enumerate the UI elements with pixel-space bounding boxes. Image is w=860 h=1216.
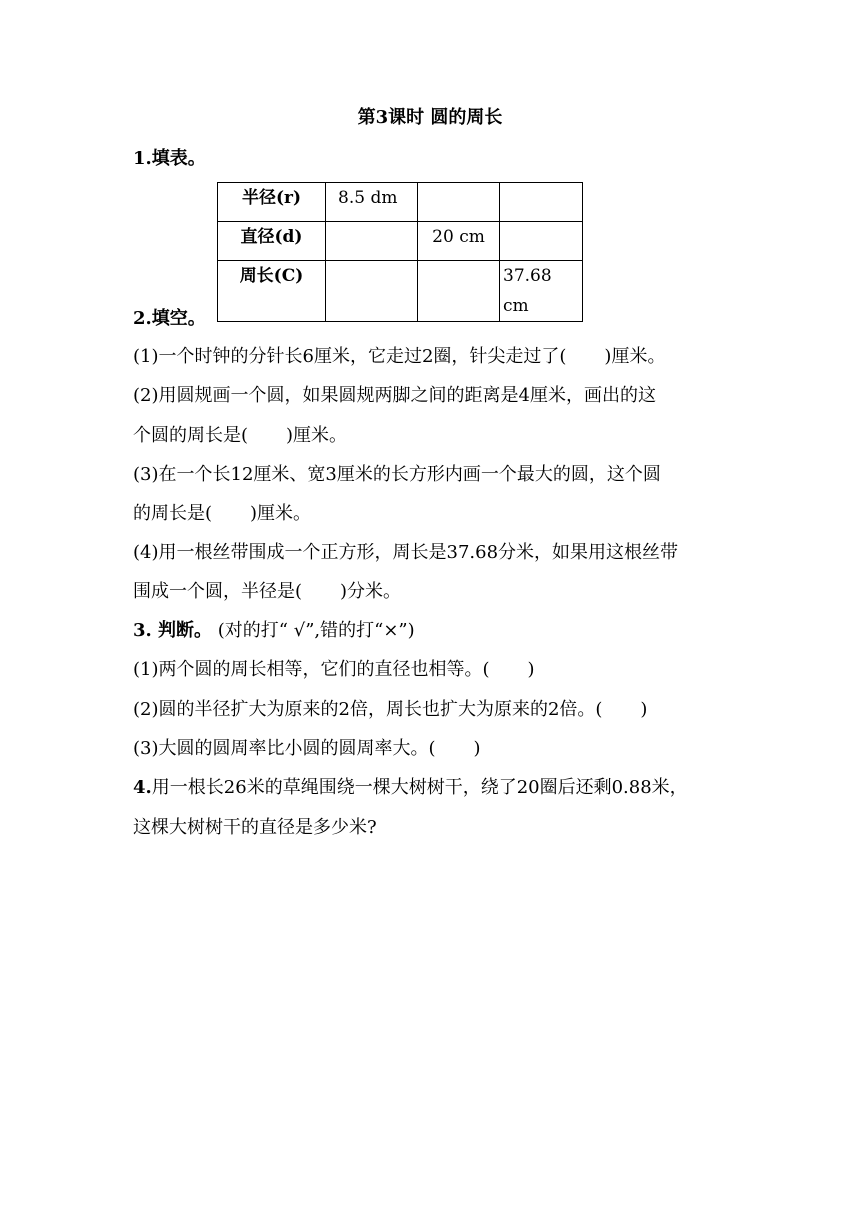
q2-item-1 (133, 344, 665, 370)
row-label-diameter: 直径(d) (218, 222, 326, 261)
fill-table (217, 182, 583, 322)
q3-item-1-text: (1)两个圆的周长相等，它们的直径也相等。( (133, 659, 490, 680)
q2-item-2-line-2 (133, 423, 347, 449)
table-cell: 8.5 dm (326, 183, 418, 222)
q2-item-1-text: (1)一个时钟的分针长6厘米，它走过2圈，针尖走过了( (133, 346, 567, 367)
q3-item-2 (133, 697, 647, 723)
q2-item-3-line-2 (133, 501, 311, 527)
table-cell (500, 222, 583, 261)
q3-item-1 (133, 657, 535, 683)
q2-item-3-text: 的周长是( (133, 503, 213, 524)
table-cell: 37.68 cm (500, 261, 583, 322)
q2-item-4-line-2 (133, 579, 401, 605)
q2-item-2-unit: )厘米。 (286, 425, 348, 446)
q2-item-1-unit: )厘米。 (604, 346, 666, 367)
q3-instruction: (对的打“ √”,错的打“×”) (212, 620, 415, 641)
q2-item-3-line-1: (3)在一个长12厘米、宽3厘米的长方形内画一个最大的圆，这个圆 (133, 464, 661, 485)
table-cell (326, 261, 418, 322)
table-cell (326, 222, 418, 261)
q3-item-2-text: (2)圆的半径扩大为原来的2倍，周长也扩大为原来的2倍。( (133, 699, 603, 720)
q2-item-2-line-1: (2)用圆规画一个圆，如果圆规两脚之间的距离是4厘米，画出的这 (133, 385, 656, 406)
q2-heading: 2.填空。 (133, 308, 206, 329)
q1-heading: 1.填表。 (133, 148, 206, 169)
q2-item-3-unit: )厘米。 (250, 503, 312, 524)
table-row-circumference (218, 261, 583, 322)
q2-item-4-line-1: (4)用一根丝带围成一个正方形，周长是37.68分米，如果用这根丝带 (133, 542, 679, 563)
row-label-circumference: 周长(C) (218, 261, 326, 322)
q4-number: 4. (133, 777, 152, 798)
q3-item-3 (133, 736, 481, 762)
row-label-radius: 半径(r) (218, 183, 326, 222)
q2-item-4-text: 围成一个圆，半径是( (133, 581, 303, 602)
table-cell (418, 261, 500, 322)
q3-item-3-text: (3)大圆的圆周率比小圆的圆周率大。( (133, 738, 436, 759)
q4-text: 用一根长26米的草绳围绕一棵大树树干，绕了20圈后还剩0.88米， (151, 777, 688, 798)
table-cell (500, 183, 583, 222)
table-cell: 20 cm (418, 222, 500, 261)
q4-line-2: 这棵大树树干的直径是多少米? (133, 817, 377, 838)
table-cell (418, 183, 500, 222)
closing-paren: ) (640, 699, 648, 720)
page-title: 第3课时 圆的周长 (357, 107, 503, 128)
q3-heading: 3. 判断。 (133, 620, 213, 641)
q3-heading-line (133, 618, 415, 644)
table-row-radius (218, 183, 583, 222)
closing-paren: ) (527, 659, 535, 680)
q2-item-4-unit: )分米。 (340, 581, 402, 602)
q2-item-2-text: 个圆的周长是( (133, 425, 249, 446)
closing-paren: ) (473, 738, 481, 759)
table-row-diameter (218, 222, 583, 261)
q4-line-1 (133, 775, 688, 801)
